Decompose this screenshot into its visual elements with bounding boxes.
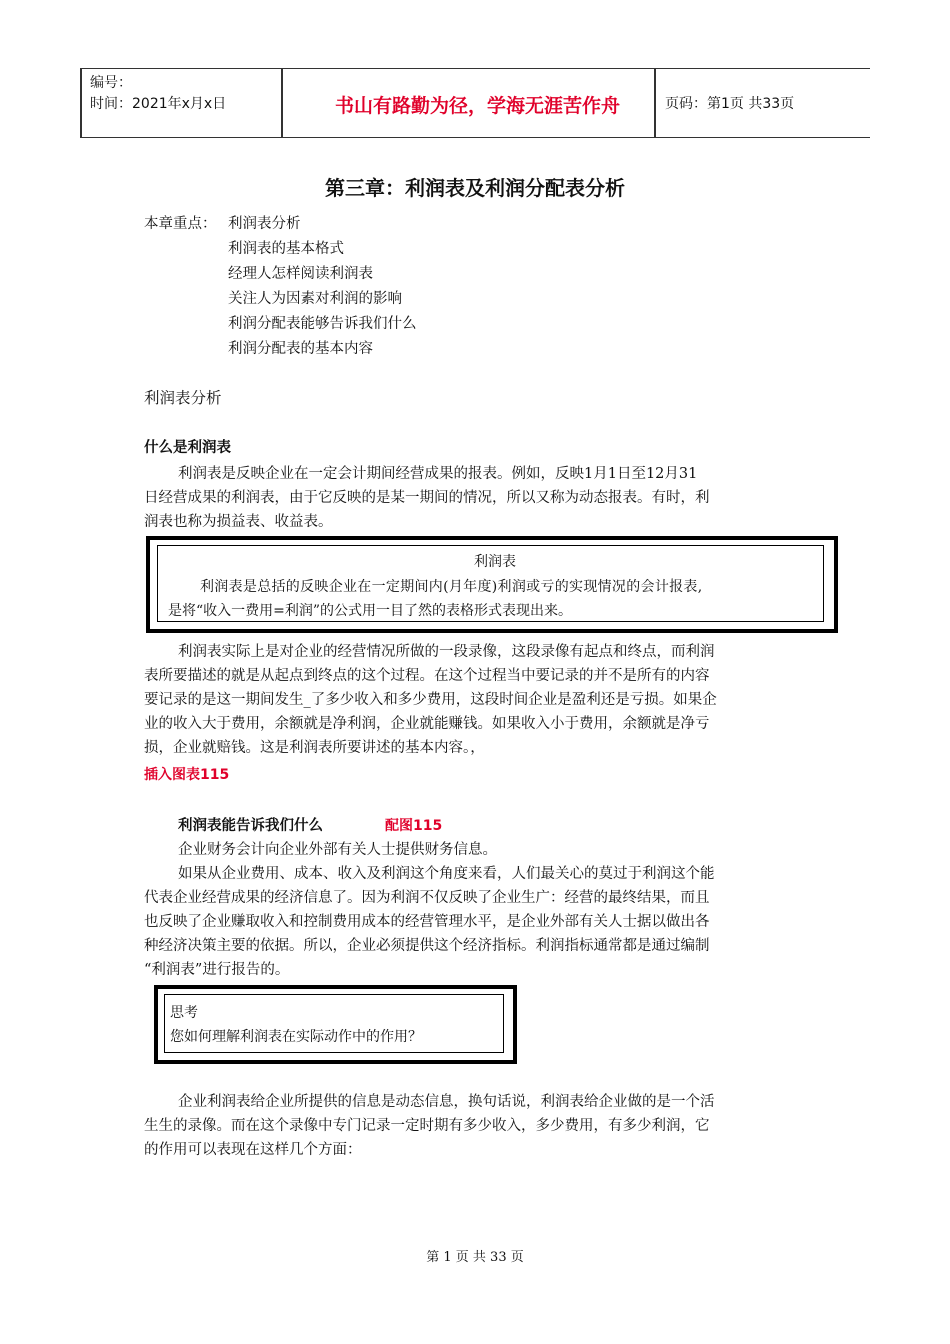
paragraph-line: 利润表实际上是对企业的经营情况所做的一段录像，这段录像有起点和终点，而利润 [178, 644, 715, 660]
key-point-item: 利润表分析 [228, 216, 301, 232]
number-label: 编号： [90, 75, 132, 91]
subsection-heading: 利润表能告诉我们什么 [178, 818, 323, 834]
header-meta [90, 73, 226, 115]
insert-figure-note: 插入图表115 [144, 767, 230, 783]
key-point-item: 关注人为因素对利润的影响 [228, 291, 402, 307]
paragraph-line: 企业财务会计向企业外部有关人士提供财务信息。 [178, 842, 497, 858]
chapter-title: 第三章：利润表及利润分配表分析 [325, 176, 625, 200]
page-footer: 第 1 页 共 33 页 [426, 1250, 524, 1265]
paragraph-line: 要记录的是这一期间发生_了多少收入和多少费用，这段时间企业是盈利还是亏损。如果企 [144, 692, 717, 708]
key-point-item: 利润分配表能够告诉我们什么 [228, 316, 417, 332]
time-label: 时间：2021年x月x日 [90, 96, 227, 112]
paragraph-line: 表所要描述的就是从起点到终点的这个过程。在这个过程当中要记录的并不是所有的内容 [144, 668, 710, 684]
key-point-item: 利润表的基本格式 [228, 241, 344, 257]
paragraph-line: 利润表是反映企业在一定会计期间经营成果的报表。例如，反映1月1日至12月31 [178, 466, 698, 482]
header-motto: 书山有路勤为径，学海无涯苦作舟 [334, 95, 620, 117]
key-points-label: 本章重点： [144, 216, 217, 232]
document-header [80, 68, 870, 138]
paragraph-line: 业的收入大于费用，余额就是净利润，企业就能赚钱。如果收入小于费用，余额就是净亏 [144, 716, 710, 732]
paragraph-line: 种经济决策主要的依据。所以，企业必须提供这个经济指标。利润指标通常都是通过编制 [144, 938, 710, 954]
key-point-item: 经理人怎样阅读利润表 [228, 266, 373, 282]
definition-box-title: 利润表 [474, 554, 516, 570]
subsection-heading: 什么是利润表 [144, 440, 231, 456]
paragraph-line: “利润表”进行报告的。 [144, 962, 290, 978]
paragraph-line: 损，企业就赔钱。这是利润表所要讲述的基本内容。， [144, 740, 485, 756]
paragraph-line: 润表也称为损益表、收益表。 [144, 514, 333, 530]
paragraph-line: 生生的录像。而在这个录像中专门记录一定时期有多少收入，多少费用，有多少利润，它 [144, 1118, 710, 1134]
think-box-question: 您如何理解利润表在实际动作中的作用？ [170, 1029, 422, 1045]
key-point-item: 利润分配表的基本内容 [228, 341, 373, 357]
paragraph-line: 如果从企业费用、成本、收入及利润这个角度来看，人们最关心的莫过于利润这个能 [178, 866, 715, 882]
think-box-title: 思考 [170, 1005, 198, 1021]
paragraph-line: 企业利润表给企业所提供的信息是动态信息，换句话说，利润表给企业做的是一个活 [178, 1094, 715, 1110]
paragraph-line: 日经营成果的利润表，由于它反映的是某一期间的情况，所以又称为动态报表。有时，利 [144, 490, 710, 506]
paragraph-line: 也反映了企业赚取收入和控制费用成本的经营管理水平，是企业外部有关人士据以做出各 [144, 914, 710, 930]
definition-box-line: 是将“收入一费用=利润”的公式用一目了然的表格形式表现出来。 [168, 603, 573, 619]
definition-box-line: 利润表是总括的反映企业在一定期间内(月年度)利润或亏的实现情况的会计报表, [200, 579, 703, 595]
paragraph-line: 代表企业经营成果的经济信息了。因为利润不仅反映了企业生广：经营的最终结果，而且 [144, 890, 710, 906]
header-page-info: 页码：第1页 共33页 [665, 96, 795, 112]
section-heading: 利润表分析 [144, 389, 222, 407]
figure-note: 配图115 [385, 818, 443, 834]
paragraph-line: 的作用可以表现在这样几个方面： [144, 1142, 362, 1158]
